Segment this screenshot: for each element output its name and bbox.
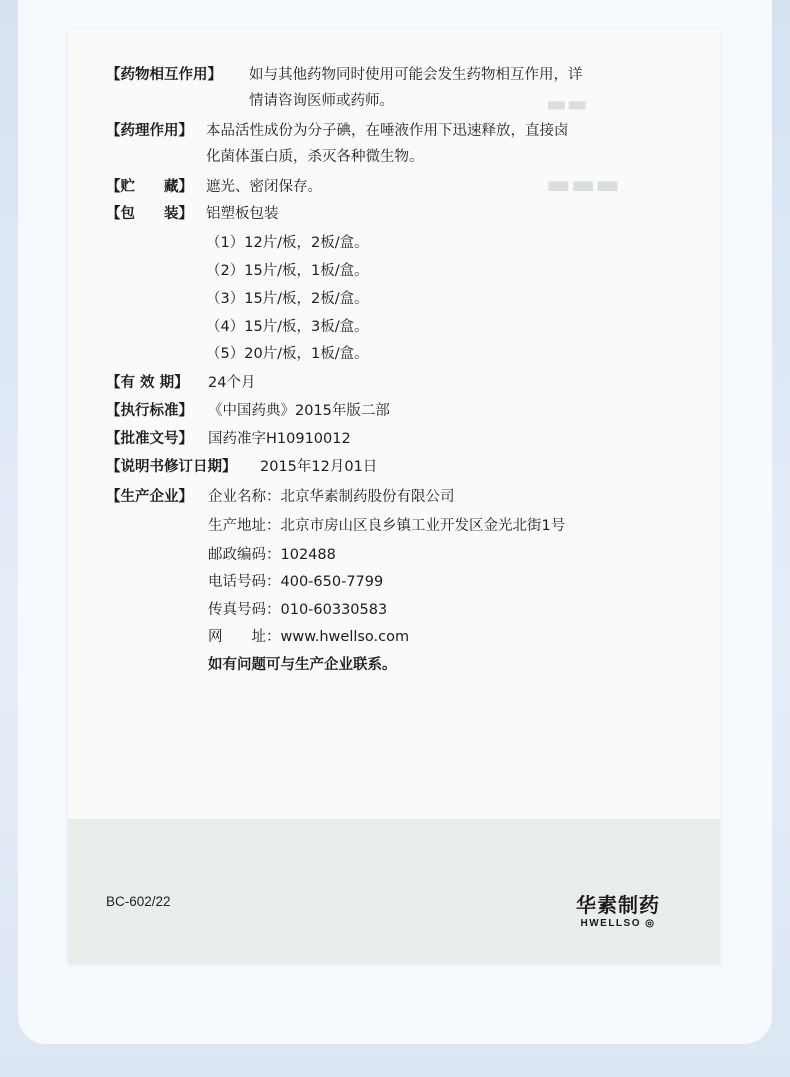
- manufacturer-phone: 电话号码：400-650-7799: [208, 574, 384, 590]
- section-label: 【药物相互作用】: [106, 67, 222, 83]
- section-text: 化菌体蛋白质，杀灭各种微生物。: [206, 149, 424, 165]
- brand-name-cn: 华素制药: [576, 893, 660, 917]
- bleed-through-mark: ▬▬: [546, 92, 588, 117]
- leaflet-paper: ▬▬ ▬▬▬ 【药物相互作用】 如与其他药物同时使用可能会发生药物相互作用，详 情请咨询医师或药师。 【药理作用】 本品活性成份为分子碘，在唾液作用下迅速释放，直接卤 化菌体蛋白质，杀灭各种微生物。 【贮 藏】 遮光、密闭保存。 【包 装】 铝塑板包装 （1）12片/板，2板/盒。 （2）15片/板，1板/盒。 （3）15片/板，2板/盒。 （4）15片/板，3板/盒。 （5）20片/板，1板/盒。 【有 效 期】 24个月 【执行标准】 《中国药典》2015年版二部 【批准文号】 国药准字H10910012 【说明书修订日期】 2015年12月01日 【生产企业】 企业名称：北京华素制药股份有限公司 生产地址：北京市房山区良乡镇工业开发区金光北街1号 邮政编码：102488 电话号码：400-650-7799 传真号码：010-60330583 网 址：www.hwellso.com 如有问题可与生产企业联系。 BC-602/22 华素制药 HWELLSO ◎: [68, 30, 720, 964]
- manufacturer-website: 网 址：www.hwellso.com: [208, 629, 410, 645]
- section-text: 《中国药典》2015年版二部: [208, 403, 390, 419]
- section-text: 遮光、密闭保存。: [206, 179, 322, 195]
- section-label: 【批准文号】: [106, 431, 193, 447]
- section-label: 【有 效 期】: [106, 375, 189, 391]
- document-code: BC-602/22: [106, 894, 171, 909]
- manufacturer-address: 生产地址：北京市房山区良乡镇工业开发区金光北街1号: [208, 518, 566, 534]
- section-text: 2015年12月01日: [260, 459, 378, 475]
- manufacturer-name: 企业名称：北京华素制药股份有限公司: [208, 489, 455, 505]
- section-text: 24个月: [208, 375, 256, 391]
- section-text: 国药准字H10910012: [208, 431, 351, 447]
- section-label: 【药理作用】: [106, 123, 193, 139]
- section-text: 本品活性成份为分子碘，在唾液作用下迅速释放，直接卤: [206, 123, 569, 139]
- section-text: 如与其他药物同时使用可能会发生药物相互作用，详: [249, 67, 583, 83]
- contact-note: 如有问题可与生产企业联系。: [208, 657, 397, 673]
- brand-circle-icon: ◎: [645, 918, 656, 929]
- section-label: 【执行标准】: [106, 403, 193, 419]
- section-label: 【说明书修订日期】: [106, 459, 237, 475]
- section-text: 铝塑板包装: [206, 206, 279, 222]
- bleed-through-mark: ▬▬▬: [546, 170, 620, 200]
- section-label: 【生产企业】: [106, 489, 193, 505]
- manufacturer-fax: 传真号码：010-60330583: [208, 602, 388, 618]
- section-label: 【贮 藏】: [106, 179, 193, 195]
- brand-logo: [576, 889, 660, 929]
- manufacturer-postal: 邮政编码：102488: [208, 547, 336, 563]
- section-text: 情请咨询医师或药师。: [249, 93, 394, 109]
- brand-name-en: HWELLSO ◎: [580, 918, 656, 929]
- section-label: 【包 装】: [106, 206, 193, 222]
